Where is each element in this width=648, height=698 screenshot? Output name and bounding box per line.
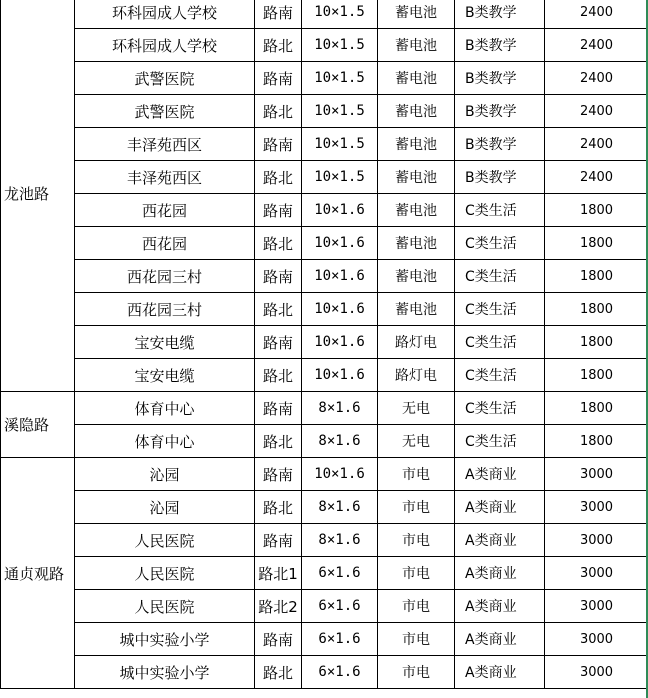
place-cell[interactable]: 体育中心	[75, 392, 255, 425]
size-cell[interactable]: 10×1.5	[302, 95, 378, 128]
power-cell[interactable]: 市电	[378, 623, 455, 656]
power-cell[interactable]: 蓄电池	[378, 260, 455, 293]
power-cell[interactable]: 无电	[378, 392, 455, 425]
number-cell[interactable]: 1800	[545, 359, 648, 392]
place-cell[interactable]: 城中实验小学	[75, 656, 255, 689]
number-cell[interactable]: 3000	[545, 458, 648, 491]
size-cell[interactable]: 8×1.6	[302, 524, 378, 557]
size-cell[interactable]: 10×1.6	[302, 359, 378, 392]
size-cell[interactable]: 10×1.6	[302, 458, 378, 491]
size-cell[interactable]: 10×1.5	[302, 161, 378, 194]
side-cell[interactable]: 路南	[255, 128, 302, 161]
number-cell[interactable]: 2400	[545, 0, 648, 29]
class-cell[interactable]: C类生活	[455, 425, 545, 458]
class-cell[interactable]: A类商业	[455, 491, 545, 524]
class-cell[interactable]: B类教学	[455, 62, 545, 95]
power-cell[interactable]: 市电	[378, 557, 455, 590]
table-row	[1, 392, 648, 425]
place-cell[interactable]: 宝安电缆	[75, 326, 255, 359]
side-cell[interactable]: 路南	[255, 458, 302, 491]
number-cell[interactable]: 2400	[545, 95, 648, 128]
number-cell[interactable]: 1800	[545, 293, 648, 326]
class-cell[interactable]: B类教学	[455, 95, 545, 128]
class-cell[interactable]: B类教学	[455, 29, 545, 62]
class-cell[interactable]: A类商业	[455, 623, 545, 656]
size-cell[interactable]: 6×1.6	[302, 557, 378, 590]
number-cell[interactable]: 1800	[545, 425, 648, 458]
size-cell[interactable]: 6×1.6	[302, 623, 378, 656]
power-cell[interactable]: 市电	[378, 491, 455, 524]
table-row	[1, 623, 648, 656]
power-cell[interactable]: 路灯电	[378, 326, 455, 359]
power-cell[interactable]: 市电	[378, 524, 455, 557]
power-cell[interactable]: 蓄电池	[378, 29, 455, 62]
table-row	[1, 161, 648, 194]
table-row	[1, 458, 648, 491]
table-row	[1, 0, 648, 29]
table-row	[1, 590, 648, 623]
power-cell[interactable]: 蓄电池	[378, 161, 455, 194]
table-row	[1, 425, 648, 458]
table-body	[1, 0, 648, 689]
number-cell[interactable]: 3000	[545, 590, 648, 623]
size-cell[interactable]: 10×1.5	[302, 128, 378, 161]
side-cell[interactable]: 路南	[255, 392, 302, 425]
size-cell[interactable]: 10×1.5	[302, 0, 378, 29]
table-row	[1, 128, 648, 161]
size-cell[interactable]: 8×1.6	[302, 392, 378, 425]
road-name-cell[interactable]: 龙池路	[1, 0, 75, 392]
place-cell[interactable]: 武警医院	[75, 95, 255, 128]
table-row	[1, 260, 648, 293]
class-cell[interactable]: A类商业	[455, 524, 545, 557]
number-cell[interactable]: 1800	[545, 227, 648, 260]
number-cell[interactable]: 1800	[545, 260, 648, 293]
road-name-cell[interactable]: 通贞观路	[1, 458, 75, 689]
place-cell[interactable]: 宝安电缆	[75, 359, 255, 392]
size-cell[interactable]: 6×1.6	[302, 656, 378, 689]
side-cell[interactable]: 路南	[255, 524, 302, 557]
table-row	[1, 293, 648, 326]
table-row	[1, 326, 648, 359]
class-cell[interactable]: B类教学	[455, 0, 545, 29]
class-cell[interactable]: C类生活	[455, 392, 545, 425]
size-cell[interactable]: 10×1.6	[302, 194, 378, 227]
place-cell[interactable]: 环科园成人学校	[75, 29, 255, 62]
place-cell[interactable]: 西花园三村	[75, 260, 255, 293]
size-cell[interactable]: 10×1.6	[302, 326, 378, 359]
class-cell[interactable]: C类生活	[455, 359, 545, 392]
place-cell[interactable]: 人民医院	[75, 524, 255, 557]
place-cell[interactable]: 城中实验小学	[75, 623, 255, 656]
table-row	[1, 194, 648, 227]
table-row	[1, 359, 648, 392]
class-cell[interactable]: C类生活	[455, 194, 545, 227]
class-cell[interactable]: C类生活	[455, 293, 545, 326]
number-cell[interactable]: 2400	[545, 29, 648, 62]
power-cell[interactable]: 市电	[378, 590, 455, 623]
power-cell[interactable]: 蓄电池	[378, 0, 455, 29]
side-cell[interactable]: 路北	[255, 425, 302, 458]
class-cell[interactable]: A类商业	[455, 557, 545, 590]
size-cell[interactable]: 10×1.5	[302, 62, 378, 95]
place-cell[interactable]: 西花园	[75, 194, 255, 227]
place-cell[interactable]: 环科园成人学校	[75, 0, 255, 29]
size-cell[interactable]: 10×1.6	[302, 293, 378, 326]
side-cell[interactable]: 路北2	[255, 590, 302, 623]
class-cell[interactable]: A类商业	[455, 590, 545, 623]
number-cell[interactable]: 1800	[545, 326, 648, 359]
number-cell[interactable]: 3000	[545, 524, 648, 557]
side-cell[interactable]: 路南	[255, 260, 302, 293]
power-cell[interactable]: 蓄电池	[378, 227, 455, 260]
number-cell[interactable]: 1800	[545, 392, 648, 425]
table-row	[1, 29, 648, 62]
class-cell[interactable]: A类商业	[455, 656, 545, 689]
side-cell[interactable]: 路北	[255, 161, 302, 194]
power-cell[interactable]: 无电	[378, 425, 455, 458]
side-cell[interactable]: 路北1	[255, 557, 302, 590]
class-cell[interactable]: C类生活	[455, 260, 545, 293]
size-cell[interactable]: 6×1.6	[302, 590, 378, 623]
side-cell[interactable]: 路北	[255, 359, 302, 392]
power-cell[interactable]: 蓄电池	[378, 128, 455, 161]
size-cell[interactable]: 8×1.6	[302, 425, 378, 458]
power-cell[interactable]: 市电	[378, 656, 455, 689]
place-cell[interactable]: 沁园	[75, 491, 255, 524]
size-cell[interactable]: 10×1.6	[302, 227, 378, 260]
size-cell[interactable]: 10×1.6	[302, 260, 378, 293]
number-cell[interactable]: 2400	[545, 128, 648, 161]
power-cell[interactable]: 蓄电池	[378, 194, 455, 227]
number-cell[interactable]: 1800	[545, 194, 648, 227]
place-cell[interactable]: 西花园	[75, 227, 255, 260]
class-cell[interactable]: C类生活	[455, 326, 545, 359]
power-cell[interactable]: 蓄电池	[378, 95, 455, 128]
side-cell[interactable]: 路南	[255, 194, 302, 227]
side-cell[interactable]: 路南	[255, 326, 302, 359]
table-row	[1, 491, 648, 524]
side-cell[interactable]: 路北	[255, 29, 302, 62]
place-cell[interactable]: 丰泽苑西区	[75, 161, 255, 194]
number-cell[interactable]: 2400	[545, 62, 648, 95]
place-cell[interactable]: 人民医院	[75, 590, 255, 623]
side-cell[interactable]: 路南	[255, 62, 302, 95]
table-row	[1, 524, 648, 557]
road-name-cell[interactable]: 溪隐路	[1, 392, 75, 458]
table-row	[1, 227, 648, 260]
side-cell[interactable]: 路南	[255, 623, 302, 656]
power-cell[interactable]: 蓄电池	[378, 293, 455, 326]
number-cell[interactable]: 3000	[545, 623, 648, 656]
size-cell[interactable]: 10×1.5	[302, 29, 378, 62]
size-cell[interactable]: 8×1.6	[302, 491, 378, 524]
place-cell[interactable]: 武警医院	[75, 62, 255, 95]
number-cell[interactable]: 2400	[545, 161, 648, 194]
class-cell[interactable]: B类教学	[455, 161, 545, 194]
place-cell[interactable]: 体育中心	[75, 425, 255, 458]
table-row	[1, 62, 648, 95]
class-cell[interactable]: A类商业	[455, 458, 545, 491]
table-row	[1, 557, 648, 590]
table-row	[1, 656, 648, 689]
side-cell[interactable]: 路北	[255, 656, 302, 689]
power-cell[interactable]: 路灯电	[378, 359, 455, 392]
power-cell[interactable]: 市电	[378, 458, 455, 491]
side-cell[interactable]: 路南	[255, 0, 302, 29]
side-cell[interactable]: 路北	[255, 293, 302, 326]
side-cell[interactable]: 路北	[255, 491, 302, 524]
number-cell[interactable]: 3000	[545, 491, 648, 524]
class-cell[interactable]: C类生活	[455, 227, 545, 260]
place-cell[interactable]: 西花园三村	[75, 293, 255, 326]
number-cell[interactable]: 3000	[545, 656, 648, 689]
class-cell[interactable]: B类教学	[455, 128, 545, 161]
number-cell[interactable]: 3000	[545, 557, 648, 590]
side-cell[interactable]: 路北	[255, 95, 302, 128]
table-row	[1, 95, 648, 128]
place-cell[interactable]: 人民医院	[75, 557, 255, 590]
place-cell[interactable]: 丰泽苑西区	[75, 128, 255, 161]
side-cell[interactable]: 路北	[255, 227, 302, 260]
power-cell[interactable]: 蓄电池	[378, 62, 455, 95]
place-cell[interactable]: 沁园	[75, 458, 255, 491]
